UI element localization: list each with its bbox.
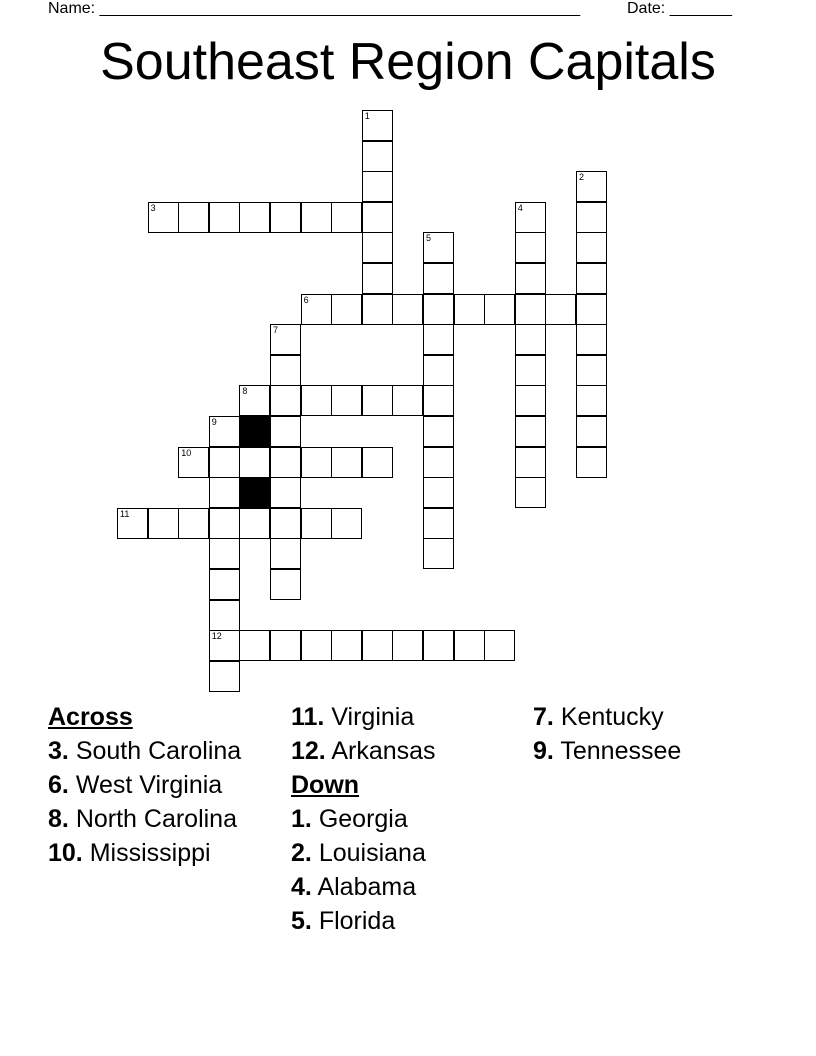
grid-cell[interactable] — [362, 630, 393, 661]
clue-down-2: 2. Louisiana — [291, 839, 426, 867]
grid-cell[interactable] — [270, 202, 301, 233]
grid-cell[interactable] — [484, 630, 515, 661]
grid-cell[interactable] — [423, 508, 454, 539]
grid-cell[interactable] — [515, 294, 546, 325]
grid-cell[interactable] — [515, 202, 546, 233]
grid-cell[interactable] — [362, 232, 393, 263]
grid-cell[interactable] — [270, 447, 301, 478]
grid-cell[interactable] — [331, 294, 362, 325]
down-heading: Down — [291, 771, 360, 799]
grid-cell[interactable] — [576, 294, 607, 325]
grid-cell[interactable] — [423, 447, 454, 478]
grid-cell[interactable] — [423, 263, 454, 294]
grid-cell[interactable] — [209, 508, 240, 539]
grid-cell[interactable] — [301, 294, 332, 325]
grid-cell[interactable] — [270, 385, 301, 416]
grid-cell[interactable] — [209, 416, 240, 447]
across-heading: Across — [48, 703, 133, 731]
grid-cell[interactable] — [178, 508, 209, 539]
grid-cell[interactable] — [362, 263, 393, 294]
clue-down-4: 4. Alabama — [291, 873, 417, 901]
grid-cell[interactable] — [423, 416, 454, 447]
clue-across-8: 8. North Carolina — [48, 805, 237, 833]
clue-number: 1 — [364, 111, 370, 121]
grid-cell[interactable] — [362, 141, 393, 172]
grid-cell[interactable] — [515, 355, 546, 386]
grid-cell[interactable] — [301, 202, 332, 233]
grid-cell[interactable] — [362, 171, 393, 202]
clue-down-5: 5. Florida — [291, 907, 396, 935]
grid-cell[interactable] — [331, 508, 362, 539]
grid-cell[interactable] — [362, 385, 393, 416]
grid-cell[interactable] — [301, 508, 332, 539]
grid-cell[interactable] — [423, 355, 454, 386]
grid-cell[interactable] — [515, 232, 546, 263]
clue-down-9: 9. Tennessee — [533, 737, 682, 765]
grid-cell[interactable] — [423, 324, 454, 355]
clue-across-12: 12. Arkansas — [291, 737, 436, 765]
clue-column-3 — [533, 703, 733, 771]
grid-cell[interactable] — [270, 324, 301, 355]
grid-cell[interactable] — [576, 232, 607, 263]
grid-cell[interactable] — [362, 110, 393, 141]
grid-cell[interactable] — [239, 508, 270, 539]
grid-cell[interactable] — [515, 385, 546, 416]
grid-cell[interactable] — [239, 630, 270, 661]
clue-number: 10 — [181, 447, 192, 458]
grid-cell[interactable] — [423, 477, 454, 508]
grid-cell[interactable] — [117, 508, 148, 539]
grid-cell[interactable] — [331, 630, 362, 661]
grid-cell[interactable] — [239, 447, 270, 478]
grid-cell[interactable] — [148, 508, 179, 539]
clue-number: 8 — [242, 386, 248, 397]
grid-cell[interactable] — [392, 630, 423, 661]
name-field-label: Name: ______________________________________________________ — [48, 0, 581, 17]
grid-cell[interactable] — [576, 447, 607, 478]
clue-number: 2 — [579, 172, 585, 183]
grid-cell[interactable] — [209, 630, 240, 661]
date-field-label: Date: _______ — [627, 0, 732, 17]
clue-down-7: 7. Kentucky — [533, 703, 664, 731]
grid-cell[interactable] — [270, 508, 301, 539]
grid-cell[interactable] — [362, 202, 393, 233]
grid-cell[interactable] — [178, 447, 209, 478]
clue-across-6: 6. West Virginia — [48, 771, 223, 799]
grid-cell[interactable] — [576, 385, 607, 416]
grid-cell[interactable] — [576, 263, 607, 294]
grid-cell[interactable] — [270, 630, 301, 661]
grid-cell[interactable] — [301, 447, 332, 478]
grid-cell[interactable] — [178, 202, 209, 233]
grid-cell[interactable] — [209, 600, 240, 631]
grid-cell[interactable] — [270, 416, 301, 447]
grid-cell[interactable] — [301, 630, 332, 661]
clue-number: 6 — [303, 294, 309, 305]
grid-cell[interactable] — [270, 355, 301, 386]
grid-cell[interactable] — [239, 385, 270, 416]
grid-cell[interactable] — [209, 538, 240, 569]
clue-column-2 — [291, 703, 491, 941]
clue-down-1: 1. Georgia — [291, 805, 408, 833]
grid-cell[interactable] — [209, 661, 240, 692]
grid-cell[interactable] — [148, 202, 179, 233]
grid-cell[interactable] — [423, 385, 454, 416]
clue-number: 7 — [273, 325, 279, 336]
grid-cell[interactable] — [515, 447, 546, 478]
grid-cell[interactable] — [239, 202, 270, 233]
grid-cell[interactable] — [362, 447, 393, 478]
clue-column-1 — [48, 703, 248, 873]
grid-cell[interactable] — [423, 232, 454, 263]
grid-cell[interactable] — [454, 294, 485, 325]
clue-number: 5 — [426, 233, 432, 244]
clue-number: 12 — [211, 631, 222, 642]
grid-cell[interactable] — [270, 538, 301, 569]
grid-cell[interactable] — [392, 385, 423, 416]
clue-across-3: 3. South Carolina — [48, 737, 242, 765]
grid-cell[interactable] — [484, 294, 515, 325]
grid-cell[interactable] — [576, 171, 607, 202]
grid-cell[interactable] — [362, 294, 393, 325]
grid-cell[interactable] — [576, 416, 607, 447]
clue-across-10: 10. Mississippi — [48, 839, 211, 867]
grid-cell[interactable] — [545, 294, 576, 325]
grid-cell[interactable] — [515, 416, 546, 447]
grid-block — [239, 416, 270, 447]
clue-number: 3 — [150, 202, 156, 213]
grid-cell[interactable] — [515, 324, 546, 355]
grid-cell[interactable] — [576, 324, 607, 355]
grid-cell[interactable] — [331, 447, 362, 478]
puzzle-title: Southeast Region Capitals — [100, 33, 716, 91]
grid-cell[interactable] — [331, 385, 362, 416]
clue-number: 9 — [211, 417, 217, 427]
grid-cell[interactable] — [423, 630, 454, 661]
clue-across-11: 11. Virginia — [291, 703, 415, 731]
grid-cell[interactable] — [515, 477, 546, 508]
grid-block — [239, 477, 270, 508]
grid-cell[interactable] — [270, 477, 301, 508]
grid-cell[interactable] — [515, 263, 546, 294]
grid-cell[interactable] — [270, 569, 301, 600]
grid-cell[interactable] — [209, 202, 240, 233]
grid-cell[interactable] — [392, 294, 423, 325]
grid-cell[interactable] — [576, 202, 607, 233]
grid-cell[interactable] — [576, 355, 607, 386]
clue-number: 11 — [120, 508, 130, 519]
grid-cell[interactable] — [209, 477, 240, 508]
grid-cell[interactable] — [331, 202, 362, 233]
grid-cell[interactable] — [423, 538, 454, 569]
grid-cell[interactable] — [454, 630, 485, 661]
grid-cell[interactable] — [209, 569, 240, 600]
grid-cell[interactable] — [301, 385, 332, 416]
clue-number: 4 — [517, 202, 523, 213]
grid-cell[interactable] — [209, 447, 240, 478]
grid-cell[interactable] — [423, 294, 454, 325]
